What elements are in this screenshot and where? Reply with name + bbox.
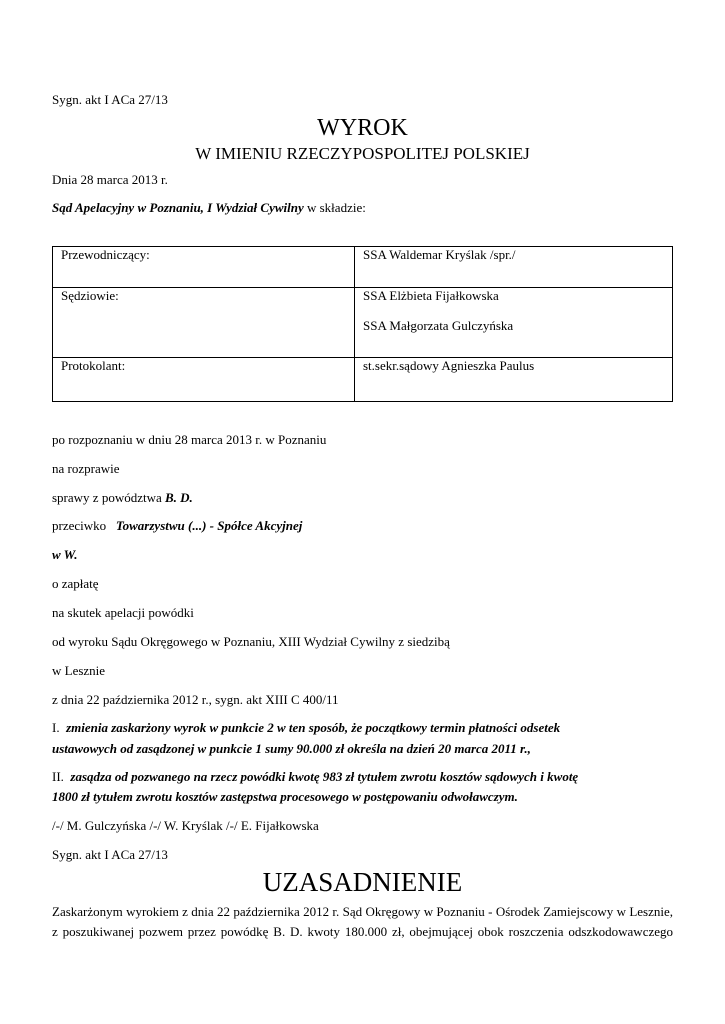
composition-table bbox=[52, 246, 673, 402]
clerk-value: st.sekr.sądowy Agnieszka Paulus bbox=[355, 358, 673, 402]
table-row bbox=[53, 247, 673, 288]
proceedings-line-4 bbox=[52, 518, 302, 534]
ruling-point-2-line-2: 1800 zł tytułem zwrotu kosztów zastępstwa procesowego w postępowaniu odwoławczym. bbox=[52, 789, 518, 804]
ruling-point-1-number: I. bbox=[52, 720, 67, 735]
justification-case-number: Sygn. akt I ACa 27/13 bbox=[52, 847, 168, 862]
case-number: Sygn. akt I ACa 27/13 bbox=[52, 92, 168, 107]
proceedings-line-10: z dnia 22 października 2012 r., sygn. akt XIII C 400/11 bbox=[52, 692, 339, 707]
proceedings-line-6: o zapłatę bbox=[52, 576, 99, 591]
proceedings-line-8: od wyroku Sądu Okręgowego w Poznaniu, XIII Wydział Cywilny z siedzibą bbox=[52, 634, 450, 649]
document-subtitle: W IMIENIU RZECZYPOSPOLITEJ POLSKIEJ bbox=[195, 144, 530, 163]
justification-title: UZASADNIENIE bbox=[262, 867, 463, 897]
table-row bbox=[53, 358, 673, 402]
document-title: WYROK bbox=[317, 115, 408, 141]
ruling-point-2-line-1 bbox=[52, 769, 578, 785]
signatures: /-/ M. Gulczyńska /-/ W. Kryślak /-/ E. Fijałkowska bbox=[52, 818, 319, 833]
chair-value: SSA Waldemar Kryślak /spr./ bbox=[355, 247, 673, 288]
table-row bbox=[53, 288, 673, 358]
plaintiff-prefix: sprawy z powództwa bbox=[52, 490, 165, 505]
defendant-prefix: przeciwko bbox=[52, 518, 116, 533]
ruling-point-2-text: zasądza od pozwanego na rzecz powódki kwotę 983 zł tytułem zwrotu kosztów sądowych i kwotę bbox=[70, 769, 579, 784]
justification-line-1: Zaskarżonym wyrokiem z dnia 22 października 2012 r. Sąd Okręgowy w Poznaniu - Ośrodek Zamiejscowy w Lesznie, bbox=[52, 904, 673, 919]
justification-line-2: z poszukiwanej pozwem przez powódkę B. D. kwoty 180.000 zł, obejmującej obok roszczenia odszkodowawczego bbox=[52, 924, 673, 939]
proceedings-line-1: po rozpoznaniu w dniu 28 marca 2013 r. w Poznaniu bbox=[52, 432, 327, 447]
ruling-date: Dnia 28 marca 2013 r. bbox=[52, 172, 168, 187]
judge-2: SSA Małgorzata Gulczyńska bbox=[363, 318, 514, 333]
court-composition-intro bbox=[52, 200, 366, 216]
chair-label: Przewodniczący: bbox=[53, 247, 355, 288]
defendant-seat: w W. bbox=[52, 547, 78, 562]
ruling-point-2-number: II. bbox=[52, 769, 71, 784]
proceedings-line-3 bbox=[52, 490, 193, 506]
proceedings-line-9: w Lesznie bbox=[52, 663, 106, 678]
plaintiff-name: B. D. bbox=[165, 490, 193, 505]
ruling-point-1-line-1 bbox=[52, 720, 560, 736]
ruling-point-1-text: zmienia zaskarżony wyrok w punkcie 2 w ten sposób, że początkowy termin płatności odsetek bbox=[66, 720, 561, 735]
judge-1: SSA Elżbieta Fijałkowska bbox=[363, 288, 499, 303]
clerk-label: Protokolant: bbox=[53, 358, 355, 402]
ruling-point-1-line-2: ustawowych od zasądzonej w punkcie 1 sumy 90.000 zł określa na dzień 20 marca 2011 r., bbox=[52, 741, 531, 756]
proceedings-line-2: na rozprawie bbox=[52, 461, 120, 476]
proceedings-line-7: na skutek apelacji powódki bbox=[52, 605, 194, 620]
court-name: Sąd Apelacyjny w Poznaniu, I Wydział Cywilny bbox=[52, 200, 304, 215]
court-intro-rest: w składzie: bbox=[303, 200, 366, 215]
defendant-name: Towarzystwu (...) - Spółce Akcyjnej bbox=[115, 518, 303, 533]
judges-value bbox=[355, 288, 673, 358]
judges-label: Sędziowie: bbox=[53, 288, 355, 358]
